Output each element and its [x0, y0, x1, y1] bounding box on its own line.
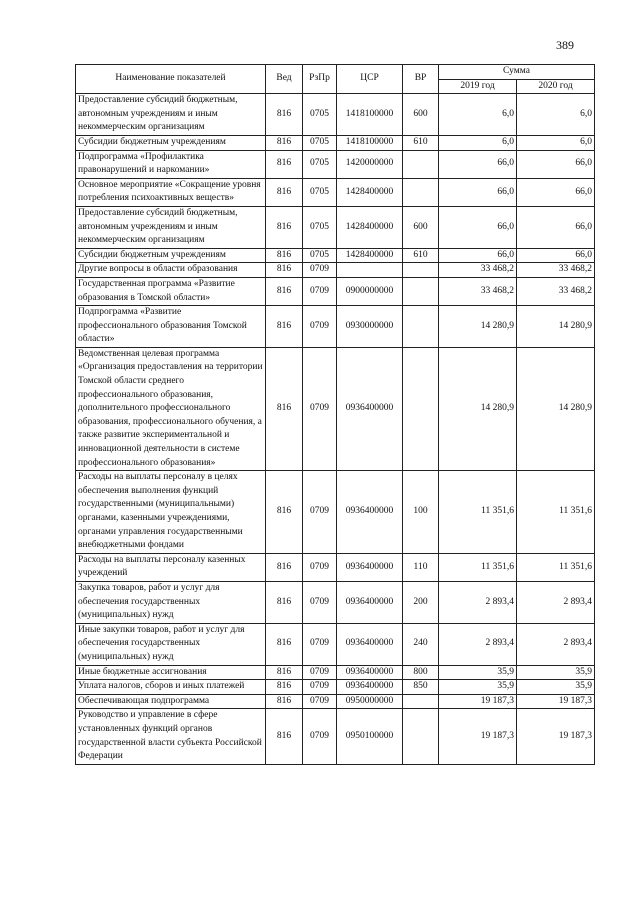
cell-csr: 0936400000: [337, 680, 403, 695]
header-vr: ВР: [403, 65, 439, 94]
cell-amount-2020: 66,0: [517, 150, 595, 178]
cell-name: Предоставление субсидий бюджетным, автономным учреждениям и иным некоммерческим организациям: [76, 94, 266, 136]
cell-amount-2019: 11 351,6: [439, 553, 517, 581]
cell-rzpr: 0709: [303, 553, 337, 581]
cell-vr: 610: [403, 248, 439, 263]
cell-amount-2019: 19 187,3: [439, 709, 517, 764]
cell-amount-2019: 2 893,4: [439, 581, 517, 623]
cell-ved: 816: [266, 263, 303, 278]
table-row: [76, 263, 595, 278]
table-row: [76, 178, 595, 206]
cell-name: Другие вопросы в области образования: [76, 263, 266, 278]
cell-rzpr: 0709: [303, 471, 337, 554]
header-csr: ЦСР: [337, 65, 403, 94]
cell-ved: 816: [266, 680, 303, 695]
cell-csr: 0900000000: [337, 277, 403, 305]
cell-ved: 816: [266, 178, 303, 206]
cell-amount-2020: 19 187,3: [517, 709, 595, 764]
cell-amount-2019: 66,0: [439, 150, 517, 178]
cell-vr: [403, 709, 439, 764]
cell-name: Ведомственная целевая программа «Организация предоставления на территории Томской области среднего профессионального образования, дополнительного профессионального образования, профессионального обучения, а также развитие экспериментальной и инновационной деятельности в системе профессионального образования»: [76, 347, 266, 470]
table-row: [76, 623, 595, 665]
cell-amount-2020: 66,0: [517, 206, 595, 248]
cell-name: Уплата налогов, сборов и иных платежей: [76, 680, 266, 695]
cell-rzpr: 0709: [303, 680, 337, 695]
cell-amount-2019: 6,0: [439, 135, 517, 150]
cell-amount-2020: 35,9: [517, 665, 595, 680]
cell-ved: 816: [266, 135, 303, 150]
cell-name: Субсидии бюджетным учреждениям: [76, 248, 266, 263]
cell-amount-2019: 66,0: [439, 248, 517, 263]
cell-vr: 100: [403, 471, 439, 554]
cell-name: Руководство и управление в сфере установленных функций органов государственной власти субъекта Российской Федерации: [76, 709, 266, 764]
cell-vr: 800: [403, 665, 439, 680]
cell-ved: 816: [266, 306, 303, 348]
cell-amount-2019: 11 351,6: [439, 471, 517, 554]
cell-amount-2020: 6,0: [517, 135, 595, 150]
cell-vr: [403, 694, 439, 709]
cell-amount-2019: 35,9: [439, 680, 517, 695]
cell-name: Подпрограмма «Развитие профессионального образования Томской области»: [76, 306, 266, 348]
cell-rzpr: 0709: [303, 665, 337, 680]
table-row: [76, 471, 595, 554]
cell-csr: 1418100000: [337, 94, 403, 136]
cell-ved: 816: [266, 347, 303, 470]
cell-rzpr: 0709: [303, 263, 337, 278]
cell-csr: [337, 263, 403, 278]
cell-name: Обеспечивающая подпрограмма: [76, 694, 266, 709]
header-year-2019: 2019 год: [439, 79, 517, 94]
cell-amount-2019: 2 893,4: [439, 623, 517, 665]
header-rzpr: РзПр: [303, 65, 337, 94]
cell-rzpr: 0709: [303, 709, 337, 764]
table-row: [76, 680, 595, 695]
cell-csr: 0936400000: [337, 471, 403, 554]
header-name: Наименование показателей: [76, 65, 266, 94]
cell-rzpr: 0705: [303, 248, 337, 263]
table-body: [76, 94, 595, 765]
cell-amount-2019: 66,0: [439, 206, 517, 248]
table-row: [76, 553, 595, 581]
cell-name: Основное мероприятие «Сокращение уровня потребления психоактивных веществ»: [76, 178, 266, 206]
cell-vr: 850: [403, 680, 439, 695]
cell-amount-2020: 14 280,9: [517, 306, 595, 348]
cell-ved: 816: [266, 553, 303, 581]
cell-csr: 0936400000: [337, 347, 403, 470]
cell-csr: 0950000000: [337, 694, 403, 709]
cell-csr: 1420000000: [337, 150, 403, 178]
cell-vr: [403, 178, 439, 206]
cell-amount-2020: 14 280,9: [517, 347, 595, 470]
cell-ved: 816: [266, 471, 303, 554]
cell-vr: [403, 150, 439, 178]
cell-amount-2020: 33 468,2: [517, 263, 595, 278]
cell-csr: 0936400000: [337, 623, 403, 665]
table-row: [76, 277, 595, 305]
cell-vr: 610: [403, 135, 439, 150]
cell-ved: 816: [266, 248, 303, 263]
cell-csr: 1428400000: [337, 206, 403, 248]
cell-amount-2020: 11 351,6: [517, 553, 595, 581]
cell-csr: 0950100000: [337, 709, 403, 764]
cell-csr: 0930000000: [337, 306, 403, 348]
cell-ved: 816: [266, 694, 303, 709]
cell-amount-2020: 66,0: [517, 178, 595, 206]
cell-name: Иные бюджетные ассигнования: [76, 665, 266, 680]
cell-vr: [403, 347, 439, 470]
cell-name: Расходы на выплаты персоналу казенных учреждений: [76, 553, 266, 581]
cell-rzpr: 0709: [303, 694, 337, 709]
cell-ved: 816: [266, 206, 303, 248]
header-ved: Вед: [266, 65, 303, 94]
cell-vr: 110: [403, 553, 439, 581]
cell-rzpr: 0705: [303, 150, 337, 178]
cell-amount-2020: 11 351,6: [517, 471, 595, 554]
cell-amount-2019: 33 468,2: [439, 263, 517, 278]
cell-ved: 816: [266, 709, 303, 764]
cell-rzpr: 0705: [303, 206, 337, 248]
cell-ved: 816: [266, 94, 303, 136]
cell-amount-2019: 6,0: [439, 94, 517, 136]
cell-ved: 816: [266, 665, 303, 680]
table-row: [76, 694, 595, 709]
cell-ved: 816: [266, 277, 303, 305]
cell-amount-2020: 19 187,3: [517, 694, 595, 709]
cell-amount-2019: 35,9: [439, 665, 517, 680]
cell-csr: 0936400000: [337, 581, 403, 623]
table-row: [76, 306, 595, 348]
page-number: 389: [556, 38, 574, 52]
cell-vr: 600: [403, 206, 439, 248]
cell-rzpr: 0709: [303, 347, 337, 470]
table-row: [76, 206, 595, 248]
cell-vr: 600: [403, 94, 439, 136]
cell-vr: [403, 306, 439, 348]
cell-rzpr: 0705: [303, 135, 337, 150]
table-row: [76, 581, 595, 623]
cell-rzpr: 0709: [303, 623, 337, 665]
cell-amount-2020: 66,0: [517, 248, 595, 263]
cell-vr: [403, 263, 439, 278]
cell-ved: 816: [266, 150, 303, 178]
cell-amount-2019: 19 187,3: [439, 694, 517, 709]
cell-csr: 0936400000: [337, 665, 403, 680]
cell-amount-2020: 6,0: [517, 94, 595, 136]
cell-amount-2019: 33 468,2: [439, 277, 517, 305]
cell-amount-2020: 33 468,2: [517, 277, 595, 305]
cell-name: Подпрограмма «Профилактика правонарушений и наркомании»: [76, 150, 266, 178]
cell-ved: 816: [266, 623, 303, 665]
cell-ved: 816: [266, 581, 303, 623]
cell-amount-2020: 35,9: [517, 680, 595, 695]
cell-rzpr: 0705: [303, 94, 337, 136]
table-row: [76, 135, 595, 150]
table-row: [76, 709, 595, 764]
cell-rzpr: 0705: [303, 178, 337, 206]
cell-name: Государственная программа «Развитие образования в Томской области»: [76, 277, 266, 305]
table-row: [76, 665, 595, 680]
cell-amount-2020: 2 893,4: [517, 581, 595, 623]
cell-csr: 1418100000: [337, 135, 403, 150]
cell-rzpr: 0709: [303, 581, 337, 623]
table-row: [76, 248, 595, 263]
cell-amount-2019: 14 280,9: [439, 347, 517, 470]
cell-name: Субсидии бюджетным учреждениям: [76, 135, 266, 150]
cell-rzpr: 0709: [303, 277, 337, 305]
header-year-2020: 2020 год: [517, 79, 595, 94]
table-row: [76, 150, 595, 178]
header-sum: Сумма: [439, 65, 595, 80]
cell-name: Предоставление субсидий бюджетным, автономным учреждениям и иным некоммерческим организациям: [76, 206, 266, 248]
cell-amount-2019: 66,0: [439, 178, 517, 206]
cell-csr: 1428400000: [337, 248, 403, 263]
cell-amount-2020: 2 893,4: [517, 623, 595, 665]
cell-vr: 240: [403, 623, 439, 665]
cell-vr: [403, 277, 439, 305]
cell-rzpr: 0709: [303, 306, 337, 348]
table-row: [76, 94, 595, 136]
cell-name: Расходы на выплаты персоналу в целях обеспечения выполнения функций государственными (муниципальными) органами, казенными учреждениями, органами управления государственными внебюджетными фондами: [76, 471, 266, 554]
cell-csr: 0936400000: [337, 553, 403, 581]
cell-amount-2019: 14 280,9: [439, 306, 517, 348]
cell-name: Иные закупки товаров, работ и услуг для обеспечения государственных (муниципальных) нужд: [76, 623, 266, 665]
cell-name: Закупка товаров, работ и услуг для обеспечения государственных (муниципальных) нужд: [76, 581, 266, 623]
table-row: [76, 347, 595, 470]
cell-vr: 200: [403, 581, 439, 623]
budget-table: [75, 64, 595, 765]
cell-csr: 1428400000: [337, 178, 403, 206]
